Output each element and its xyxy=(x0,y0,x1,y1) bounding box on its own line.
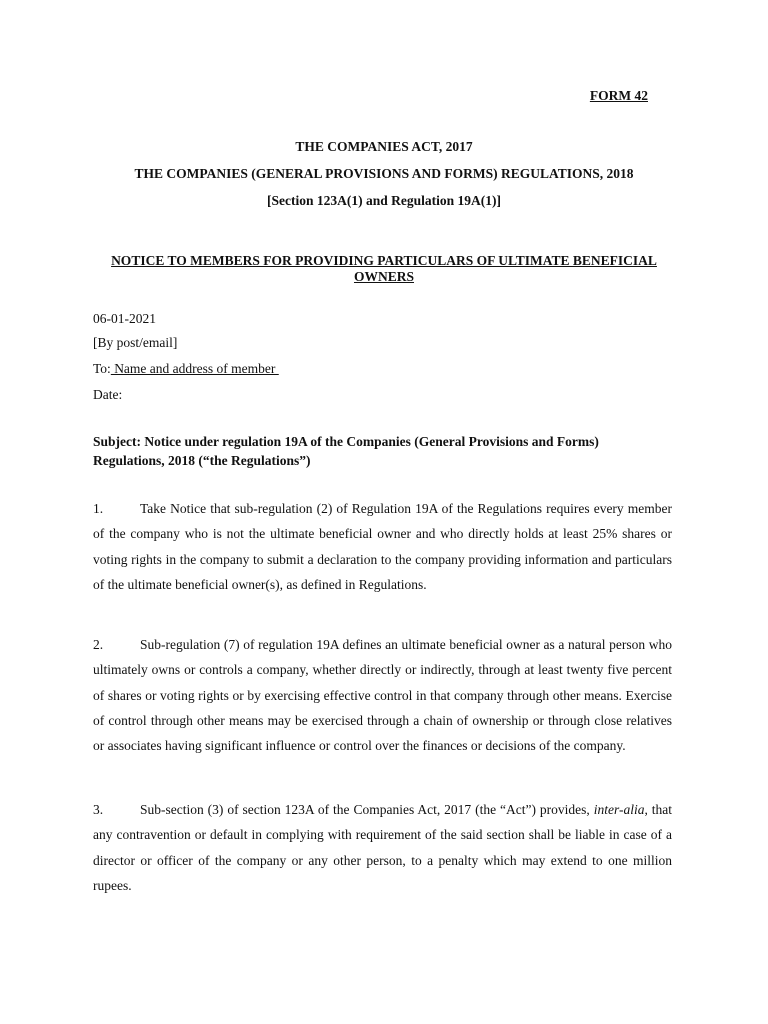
paragraph-text: Sub-regulation (7) of regulation 19A defines an ultimate beneficial owner as a natural person who ultimately owns or controls a company, whether directly or indirectly, through at least twenty five percent of shares or voting rights or by exercising effective control in that company through other means. Exercise of control through other means may be exercised through a chain of ownership or through close relatives or associates having significant influence or control over the finances or decisions of the company. xyxy=(93,637,672,754)
paragraph-number: 3. xyxy=(93,802,104,817)
notice-meta xyxy=(93,307,279,407)
date-line: Date: xyxy=(93,387,123,402)
section-reference: [Section 123A(1) and Regulation 19A(1)] xyxy=(267,193,501,208)
act-heading: THE COMPANIES ACT, 2017 xyxy=(295,139,473,154)
paragraph-2 xyxy=(93,632,672,758)
heading-block xyxy=(0,133,768,214)
paragraph-3 xyxy=(93,797,672,898)
recipient-value: Name and address of member xyxy=(110,361,279,376)
subject-line: Subject: Notice under regulation 19A of the Companies (General Provisions and Forms) Regulations, 2018 (“the Regulations”) xyxy=(93,434,599,468)
paragraph-text: Take Notice that sub-regulation (2) of Regulation 19A of the Regulations requires every member of the company who is not the ultimate beneficial owner and who directly holds at least 25% shares or voting rights in the company to submit a declaration to the company providing information and particulars of the ultimate beneficial owner(s), as defined in Regulations. xyxy=(93,501,672,592)
paragraph-text-italic: inter-alia xyxy=(593,802,645,817)
paragraph-text-start: Sub-section (3) of section 123A of the Companies Act, 2017 (the “Act”) provides, xyxy=(140,802,594,817)
to-label: To: xyxy=(93,361,111,376)
regulations-heading: THE COMPANIES (GENERAL PROVISIONS AND FORMS) REGULATIONS, 2018 xyxy=(134,166,634,181)
notice-title: NOTICE TO MEMBERS FOR PROVIDING PARTICULARS OF ULTIMATE BENEFICIAL OWNERS xyxy=(111,253,657,284)
paragraph-number: 1. xyxy=(93,501,104,516)
notice-date: 06-01-2021 xyxy=(93,311,156,326)
paragraph-1 xyxy=(93,496,672,597)
form-number: FORM 42 xyxy=(589,88,648,103)
paragraph-number: 2. xyxy=(93,637,104,652)
paragraph-text-end: , that any contravention or default in complying with requirement of the said section shall be liable in case of a director or officer of the company or any other person, to a penalty which may extend to one million rupees. xyxy=(93,802,672,893)
recipient-line xyxy=(93,357,279,381)
delivery-method: [By post/email] xyxy=(93,335,178,350)
